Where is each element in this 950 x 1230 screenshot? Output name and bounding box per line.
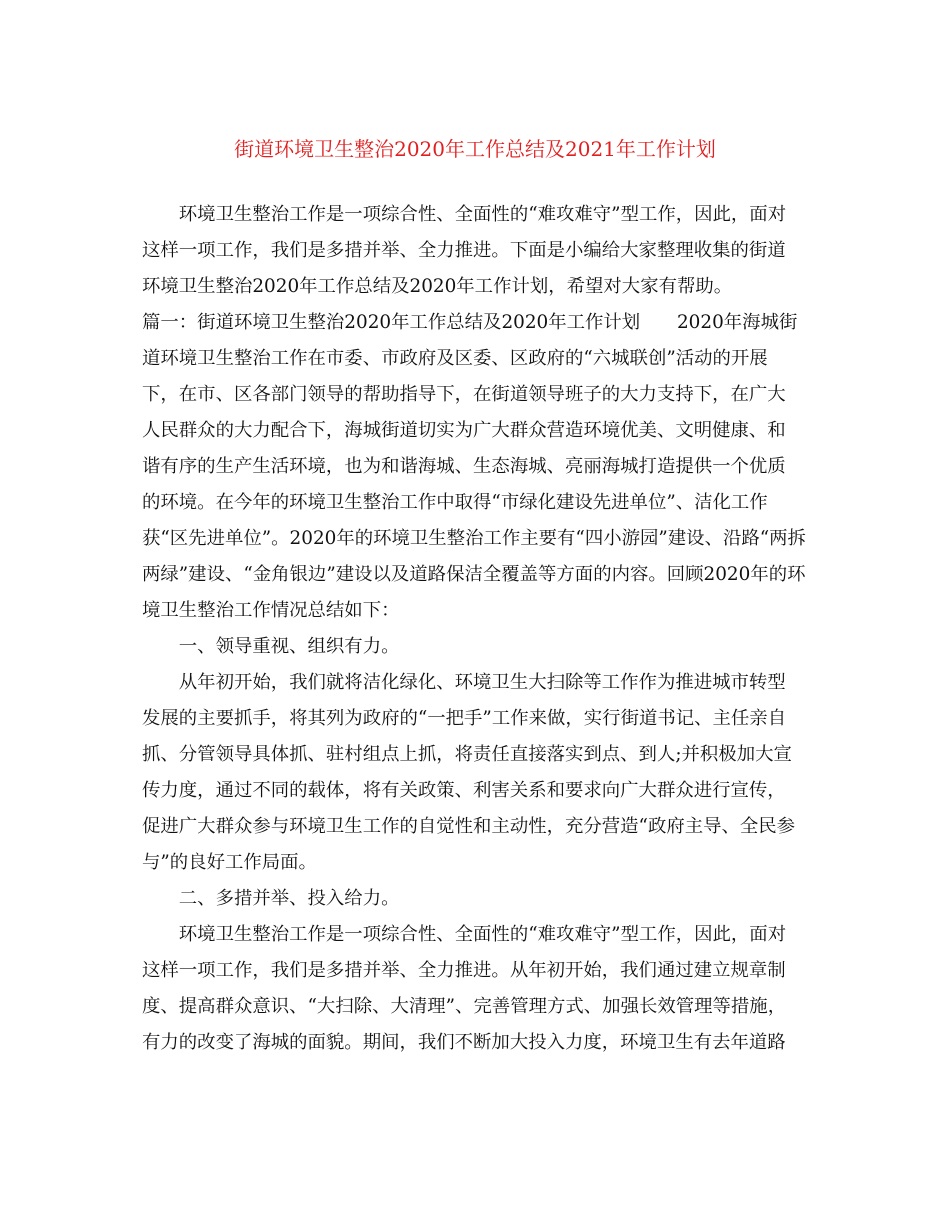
body-line: 与”的良好工作局面。 bbox=[142, 852, 317, 873]
body-line: 下，在市、区各部门领导的帮助指导下，在街道领导班子的大力支持下，在广大 bbox=[142, 384, 786, 405]
section-heading: 二、多措并举、投入给力。 bbox=[142, 888, 400, 909]
body-line: 环境卫生整治工作是一项综合性、全面性的“难攻难守”型工作，因此，面对 bbox=[142, 204, 787, 225]
body-line: 的环境。在今年的环境卫生整治工作中取得“市绿化建设先进单位”、洁化工作 bbox=[142, 492, 768, 513]
body-line: 这样一项工作，我们是多措并举、全力推进。下面是小编给大家整理收集的街道 bbox=[142, 240, 786, 261]
body-line: 道环境卫生整治工作在市委、市政府及区委、区政府的“六城联创”活动的开展 bbox=[142, 348, 768, 369]
body-line: 抓、分管领导具体抓、驻村组点上抓，将责任直接落实到点、到人;并积极加大宣 bbox=[142, 744, 792, 765]
body-line: 传力度，通过不同的载体，将有关政策、利害关系和要求向广大群众进行宣传， bbox=[142, 780, 786, 801]
body-line: 两绿”建设、“金角银边”建设以及道路保洁全覆盖等方面的内容。回顾2020年的环 bbox=[142, 564, 806, 585]
body-line: 境卫生整治工作情况总结如下： bbox=[142, 600, 400, 621]
document-title: 街道环境卫生整治2020年工作总结及2021年工作计划 bbox=[234, 137, 716, 161]
body-line: 获“区先进单位”。2020年的环境卫生整治工作主要有“四小游园”建设、沿路“两拆 bbox=[142, 528, 806, 549]
body-line: 有力的改变了海城的面貌。期间，我们不断加大投入力度，环境卫生有去年道路 bbox=[142, 1032, 786, 1053]
body-line: 从年初开始，我们就将洁化绿化、环境卫生大扫除等工作作为推进城市转型 bbox=[142, 672, 786, 693]
body-line: 环境卫生整治工作是一项综合性、全面性的“难攻难守”型工作，因此，面对 bbox=[142, 924, 787, 945]
body-line: 促进广大群众参与环境卫生工作的自觉性和主动性，充分营造“政府主导、全民参 bbox=[142, 816, 796, 837]
body-line: 人民群众的大力配合下，海城街道切实为广大群众营造环境优美、文明健康、和 bbox=[142, 420, 786, 441]
body-line: 度、提高群众意识、“大扫除、大清理”、完善管理方式、加强长效管理等措施， bbox=[142, 996, 787, 1017]
body-line: 谐有序的生产生活环境，也为和谐海城、生态海城、亮丽海城打造提供一个优质 bbox=[142, 456, 786, 477]
body-line: 发展的主要抓手，将其列为政府的“一把手”工作来做，实行街道书记、主任亲自 bbox=[142, 708, 787, 729]
body-line: 环境卫生整治2020年工作总结及2020年工作计划，希望对大家有帮助。 bbox=[142, 276, 733, 297]
body-line: 这样一项工作，我们是多措并举、全力推进。从年初开始，我们通过建立规章制 bbox=[142, 960, 786, 981]
body-line: 篇一：街道环境卫生整治2020年工作总结及2020年工作计划 2020年海城街 bbox=[142, 312, 798, 333]
section-heading: 一、领导重视、组织有力。 bbox=[142, 636, 400, 657]
